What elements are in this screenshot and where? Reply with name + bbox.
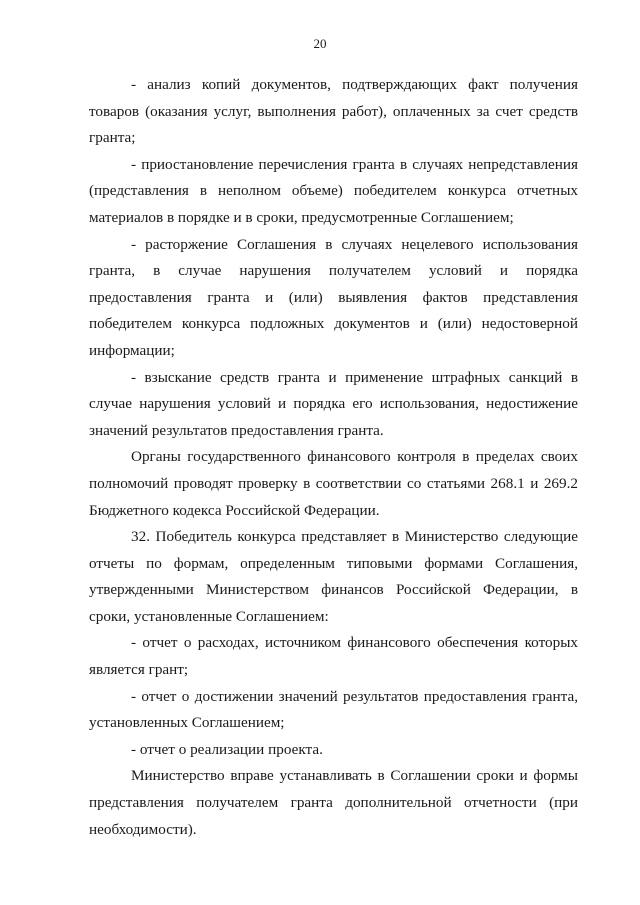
paragraph-additional-reporting: Министерство вправе устанавливать в Соглашении сроки и формы представления получателем гранта дополнительной отчетности (при необходимости). <box>89 767 578 838</box>
paragraph-termination-of-agreement: - расторжение Соглашения в случаях нецелевого использования гранта, в случае нарушения получателем условий и порядка предоставления гранта и (или) выявления фактов представления победителем конкурса подложных документов и (или) недостоверной информации; <box>89 235 578 359</box>
paragraph-financial-control-bodies: Органы государственного финансового контроля в пределах своих полномочий проводят проверку в соответствии со статьями 268.1 и 269.2 Бюджетного кодекса Российской Федерации. <box>89 448 578 519</box>
page-number: 20 <box>313 36 327 51</box>
paragraph-expense-report: - отчет о расходах, источником финансового обеспечения которых является грант; <box>89 634 578 679</box>
paragraph-project-report: - отчет о реализации проекта. <box>131 740 323 758</box>
document-body <box>89 72 578 843</box>
paragraph-suspension-of-grant: - приостановление перечисления гранта в случаях непредставления (представления в неполном объеме) победителем конкурса отчетных материалов в порядке и в сроки, предусмотренные Соглашением; <box>89 155 578 226</box>
paragraph-results-report: - отчет о достижении значений результатов предоставления гранта, установленных Соглашением; <box>89 687 578 732</box>
paragraph-analysis-of-documents: - анализ копий документов, подтверждающих факт получения товаров (оказания услуг, выполнения работ), оплаченных за счет средств гранта; <box>89 76 578 147</box>
paragraph-section-32-reports: 32. Победитель конкурса представляет в Министерство следующие отчеты по формам, определенным типовыми формами Соглашения, утвержденными Министерством финансов Российской Федерации, в сроки, установленные Соглашением: <box>89 528 578 625</box>
paragraph-recovery-of-funds: - взыскание средств гранта и применение штрафных санкций в случае нарушения условий и порядка его использования, недостижение значений результатов предоставления гранта. <box>89 368 578 439</box>
